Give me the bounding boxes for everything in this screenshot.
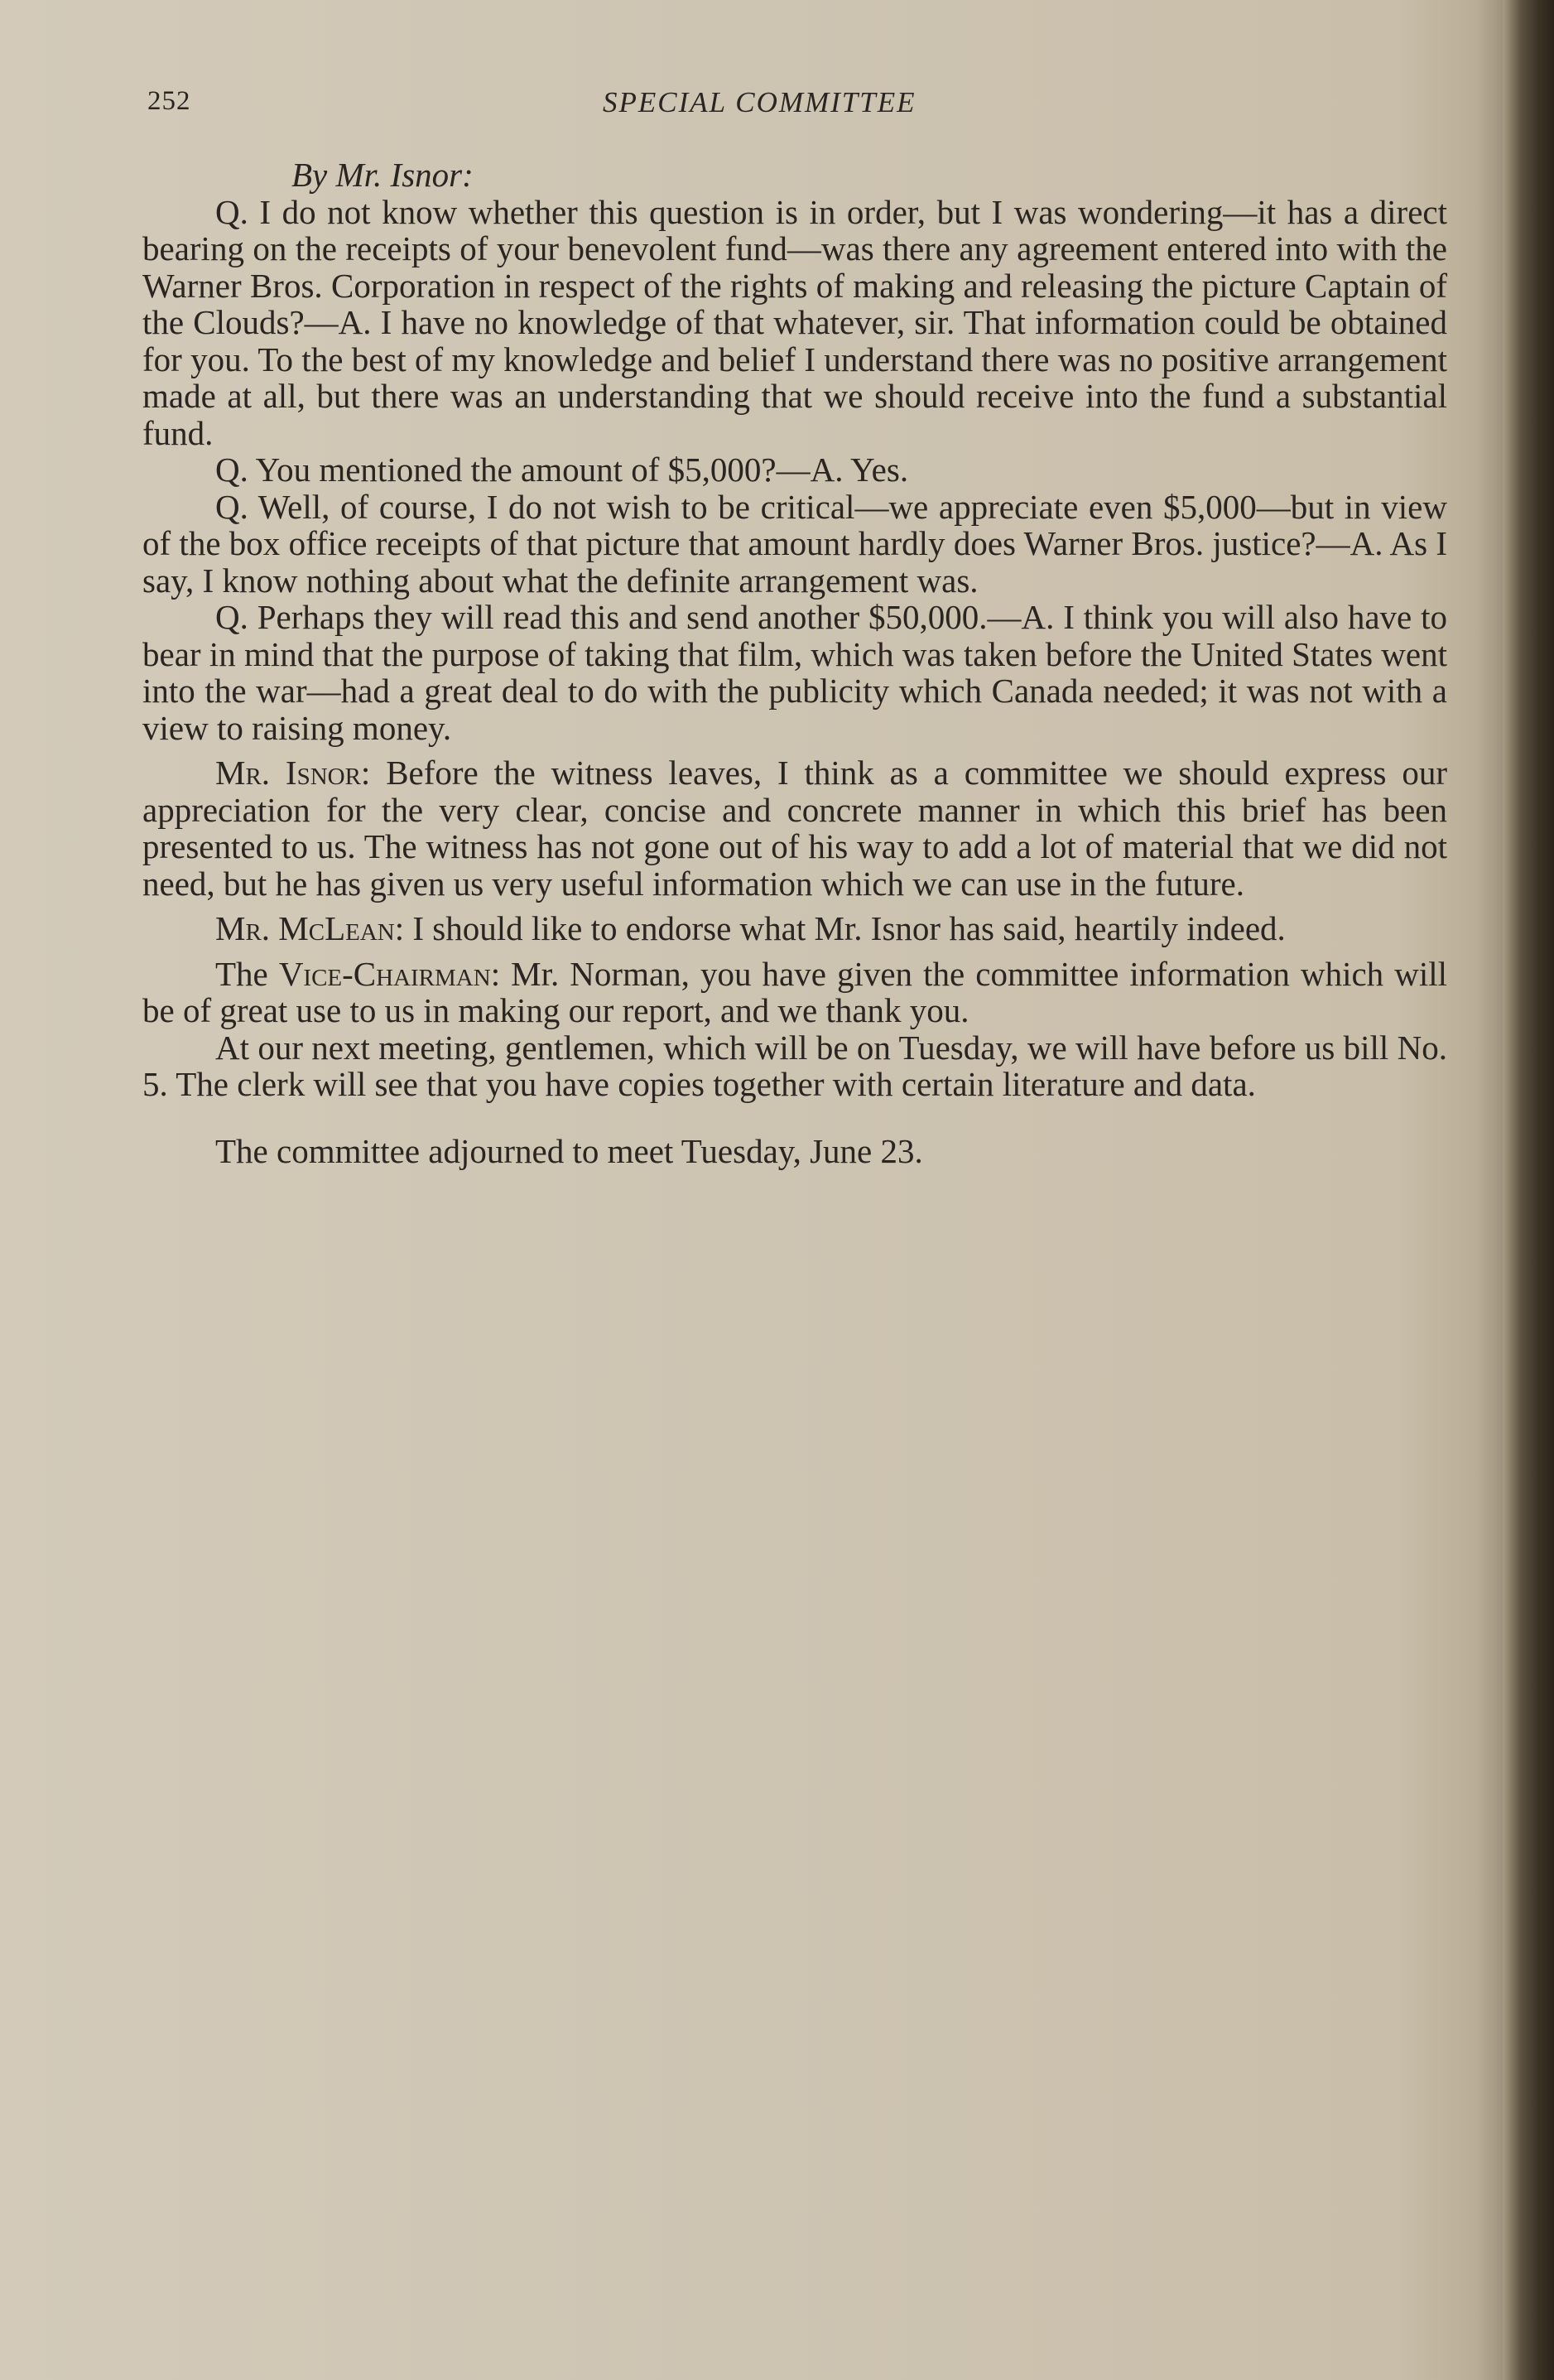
- adjournment-line: The committee adjourned to meet Tuesday, June 23.: [215, 1131, 923, 1170]
- speaker-isnor: Mr. Isnor:: [215, 754, 371, 792]
- vice-prefix: The: [215, 954, 268, 993]
- page-number: 252: [147, 86, 191, 116]
- transcript-body: [142, 153, 1447, 1169]
- speaker-mclean: Mr. McLean:: [215, 909, 405, 947]
- isnor-statement: [142, 754, 1447, 902]
- question-2: Q. You mentioned the amount of $5,000?—A. Yes.: [215, 450, 909, 489]
- isnor-text: Before the witness leaves, I think as a committee we should express our appreciation for the very clear, concise and concrete manner in which this brief has been presented to us. The witness has not gone out of his way to add a lot of material that we did not need, but he has given us very useful information which we can use in the future.: [142, 754, 1448, 903]
- questioner-byline: By Mr. Isnor:: [291, 156, 474, 194]
- page-binding-edge: [1503, 0, 1554, 2380]
- next-meeting-statement: At our next meeting, gentlemen, which will be on Tuesday, we will have before us bill No. 5. The clerk will see that you have copies together with certain literature and data.: [142, 1028, 1447, 1103]
- question-3: Q. Well, of course, I do not wish to be critical—we appreciate even $5,000—but in view of the box office receipts of that picture that amount hardly does Warner Bros. justice?—A. As I say, I know nothing about what the definite arrangement was.: [142, 487, 1447, 600]
- vice-chairman-text: Mr. Norman, you have given the committee information which will be of great use to us in making our report, and we thank you.: [142, 954, 1448, 1029]
- mclean-statement: [142, 910, 1447, 947]
- mclean-text: I should like to endorse what Mr. Isnor has said, heartily indeed.: [412, 909, 1286, 947]
- speaker-vice-chairman: Vice-Chairman:: [278, 954, 501, 993]
- vice-chairman-statement: [142, 956, 1447, 1029]
- question-1: Q. I do not know whether this question is in order, but I was wondering—it has a direct bearing on the receipts of your benevolent fund—was there any agreement entered into with the Warner Bros. Corporation in respect of the rights of making and releasing the picture Captain of the Clouds?—A. I have no knowledge of that whatever, sir. That information could be obtained for you. To the best of my knowledge and belief I understand there was no positive arrangement made at all, but there was an understanding that we should receive into the fund a substantial fund.: [142, 192, 1447, 452]
- running-head: SPECIAL COMMITTEE: [603, 86, 917, 118]
- question-4: Q. Perhaps they will read this and send another $50,000.—A. I think you will also have to bear in mind that the purpose of taking that film, which was taken before the United States went into the war—had a great deal to do with the publicity which Canada needed; it was not with a view to raising money.: [142, 598, 1447, 747]
- page-header: [147, 86, 1447, 128]
